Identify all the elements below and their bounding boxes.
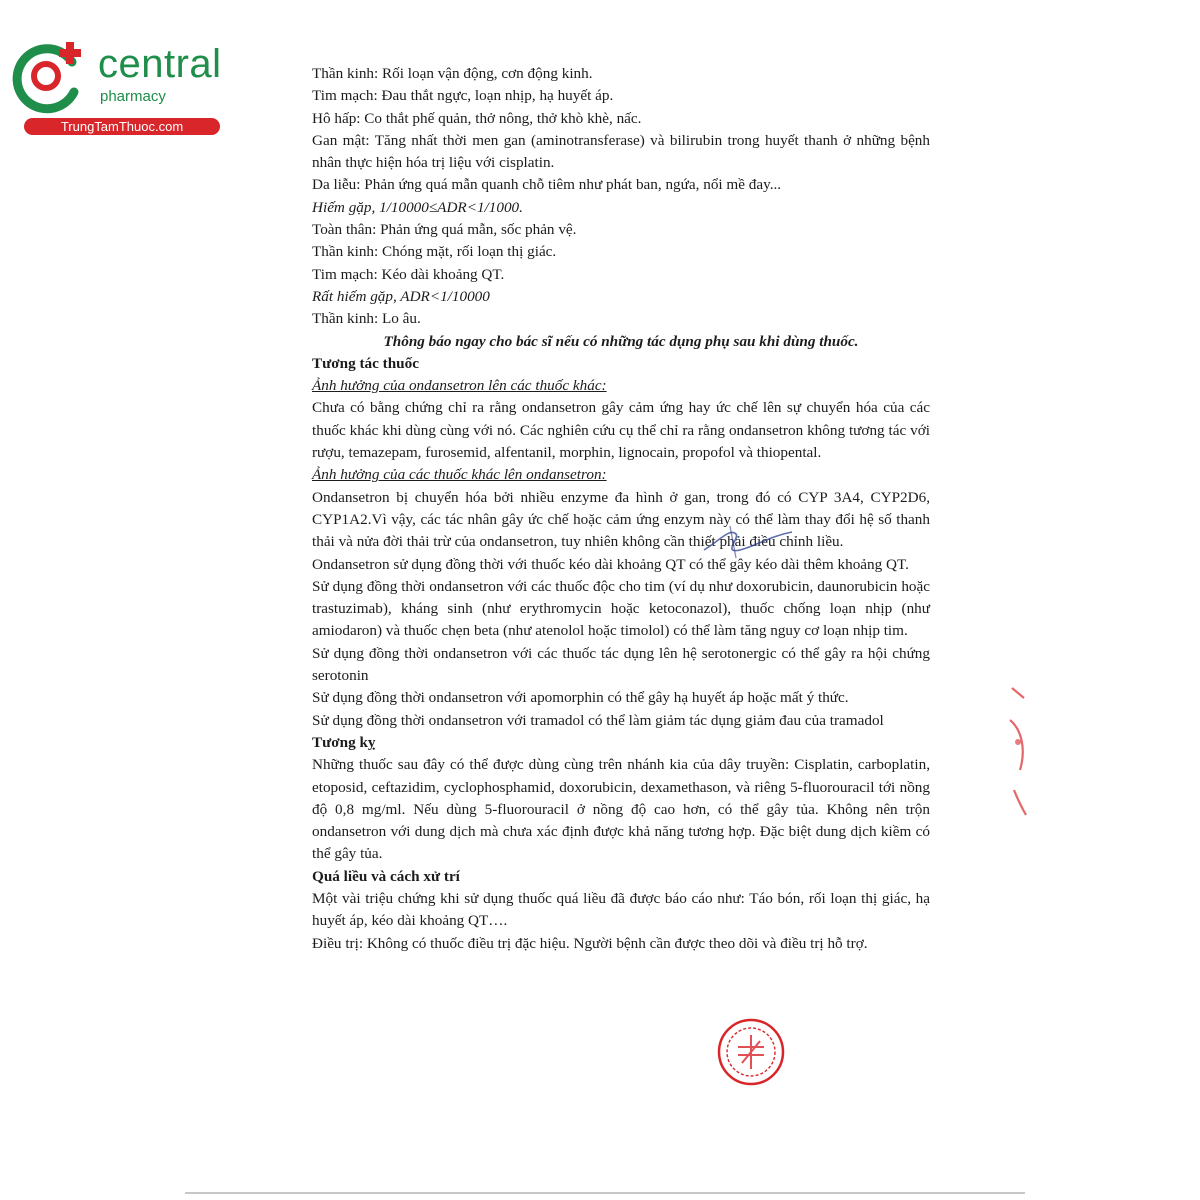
- interaction-paragraph: Sử dụng đồng thời ondansetron với apomorphin có thể gây hạ huyết áp hoặc mất ý thức.: [312, 689, 849, 707]
- interactions-heading: Tương tác thuốc: [312, 354, 419, 372]
- brand-name: central: [98, 42, 222, 86]
- interaction-paragraph: Sử dụng đồng thời ondansetron với các thuốc tác dụng lên hệ serotonergic có thể gây ra hội chứng serotonin: [312, 644, 930, 685]
- interaction-paragraph: Sử dụng đồng thời ondansetron với tramadol có thể làm giảm tác dụng giảm đau của tramadol: [312, 711, 884, 729]
- effect-on-others-heading: Ảnh hưởng của ondansetron lên các thuốc khác:: [312, 377, 607, 395]
- very-rare-frequency-heading: Rất hiếm gặp, ADR<1/10000: [312, 287, 490, 305]
- pharmacy-cross-logo-icon: [10, 36, 90, 116]
- brand-logo: [10, 36, 222, 136]
- others-on-ondansetron-heading: Ảnh hưởng của các thuốc khác lên ondansetron:: [312, 466, 607, 484]
- ae-line: Thần kinh: Chóng mặt, rối loạn thị giác.: [312, 243, 557, 261]
- ae-line: Thần kinh: Rối loạn vận động, cơn động kinh.: [312, 65, 593, 82]
- red-seal-stamp: [716, 1017, 786, 1087]
- doctor-notice: Thông báo ngay cho bác sĩ nếu có những tác dụng phụ sau khi dùng thuốc.: [383, 332, 859, 350]
- signature-mark: [700, 520, 800, 560]
- brand-url-badge[interactable]: TrungTamThuoc.com: [24, 118, 220, 135]
- interaction-paragraph: Ondansetron bị chuyển hóa bởi nhiều enzyme đa hình ở gan, trong đó có CYP 3A4, CYP2D6, CYP1A2.Vì vậy, các tác nhân gây ức chế hoặc cảm ứng enzym này có thể làm thay đổi hệ số thanh thải và nửa đời thải trừ của ondansetron, tuy nhiên không cần thiết phải điều chỉnh liều.: [312, 488, 930, 551]
- overdose-paragraph: Một vài triệu chứng khi sử dụng thuốc quá liều đã được báo cáo như: Táo bón, rối loạn thị giác, hạ huyết áp, kéo dài khoảng QT….: [312, 889, 930, 930]
- ae-line: Thần kinh: Lo âu.: [312, 310, 421, 328]
- rare-frequency-heading: Hiếm gặp, 1/10000≤ADR<1/1000.: [312, 198, 523, 216]
- page-bottom-rule: [185, 1192, 1025, 1194]
- ae-line: Toàn thân: Phản ứng quá mẫn, sốc phản vệ.: [312, 221, 577, 239]
- ae-line: Tim mạch: Đau thắt ngực, loạn nhịp, hạ huyết áp.: [312, 87, 614, 105]
- partial-edge-stamp: [1000, 680, 1030, 825]
- incompatibility-heading: Tương kỵ: [312, 733, 376, 751]
- effect-on-others-paragraph: Chưa có bằng chứng chỉ ra rằng ondansetron gây cảm ứng hay ức chế lên sự chuyển hóa của các thuốc khác khi dùng cùng với nó. Các nghiên cứu cụ thể chỉ ra rằng ondansetron không tương tác với rượu, temazepam, furosemid, alfentanil, morphin, lignocain, propofol và thiopental.: [312, 399, 930, 462]
- incompatibility-paragraph: Những thuốc sau đây có thể được dùng cùng trên nhánh kia của dây truyền: Cisplatin, carboplatin, etoposid, ceftazidim, cyclophosphamid, doxorubicin, dexamethason, và riêng 5-fluorouracil tới nồng độ 0,8 mg/ml. Nếu dùng 5-fluorouracil ở nồng độ cao hơn, có thể gây tủa. Không nên trộn ondansetron với dung dịch mà chưa xác định được khả năng tương hợp. Đặc biệt dung dịch kiềm có thể gây tủa.: [312, 756, 930, 863]
- leaflet-body: [312, 63, 930, 955]
- ae-line: Hô hấp: Co thắt phế quản, thở nông, thở khò khè, nấc.: [312, 109, 642, 127]
- interaction-paragraph: Sử dụng đồng thời ondansetron với các thuốc độc cho tim (ví dụ như doxorubicin, daunorubicin hoặc trastuzimab), kháng sinh (như erythromycin hoặc ketoconazol), thuốc chống loạn nhịp (như amiodaron) và thuốc chẹn beta (như atenolol hoặc timolol) có thể làm tăng nguy cơ loạn nhịp tim.: [312, 577, 930, 640]
- ae-line: Tim mạch: Kéo dài khoảng QT.: [312, 265, 505, 283]
- ae-line: Gan mật: Tăng nhất thời men gan (aminotransferase) và bilirubin trong huyết thanh ở những bệnh nhân thực hiện hóa trị liệu với cisplatin.: [312, 131, 930, 172]
- brand-subtitle: pharmacy: [100, 88, 166, 105]
- treatment-paragraph: Điều trị: Không có thuốc điều trị đặc hiệu. Người bệnh cần được theo dõi và điều trị hỗ trợ.: [312, 934, 868, 952]
- interaction-paragraph: Ondansetron sử dụng đồng thời với thuốc kéo dài khoảng QT có thể gây kéo dài thêm khoảng QT.: [312, 555, 909, 573]
- ae-line: Da liễu: Phản ứng quá mẫn quanh chỗ tiêm như phát ban, ngứa, nổi mề đay...: [312, 176, 782, 194]
- overdose-heading: Quá liều và cách xử trí: [312, 867, 460, 885]
